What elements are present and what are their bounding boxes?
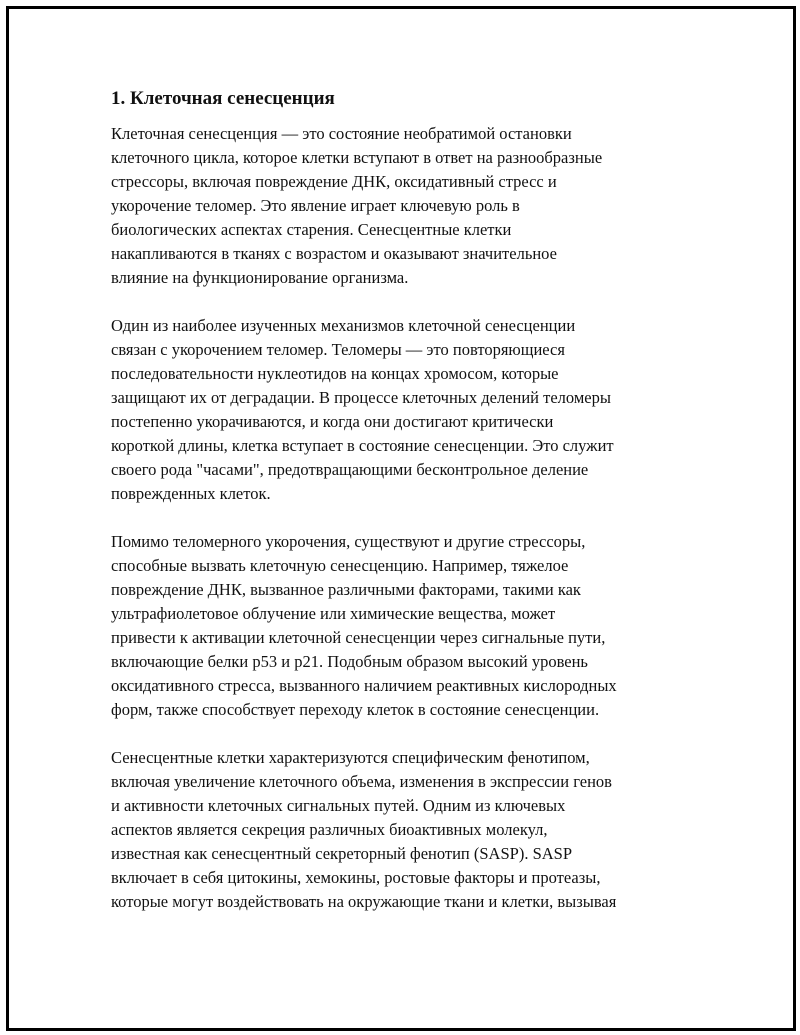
text-line: Клеточная сенесценция — это состояние необратимой остановки xyxy=(111,124,572,143)
document-content xyxy=(111,87,693,938)
text-line: форм, также способствует переходу клеток в состояние сенесценции. xyxy=(111,700,600,719)
text-line: оксидативного стресса, вызванного наличием реактивных кислородных xyxy=(111,676,617,695)
text-line: привести к активации клеточной сенесценции через сигнальные пути, xyxy=(111,628,606,647)
paragraph-1 xyxy=(111,122,693,290)
text-line: включает в себя цитокины, хемокины, ростовые факторы и протеазы, xyxy=(111,868,601,887)
section-heading: 1. Клеточная сенесценция xyxy=(111,88,335,109)
text-line: Помимо теломерного укорочения, существуют и другие стрессоры, xyxy=(111,532,586,551)
text-line: поврежденных клеток. xyxy=(111,484,271,503)
text-line: укорочение теломер. Это явление играет ключевую роль в xyxy=(111,196,520,215)
paragraph-4 xyxy=(111,746,693,914)
text-line: которые могут воздействовать на окружающие ткани и клетки, вызывая xyxy=(111,892,617,911)
text-line: аспектов является секреция различных биоактивных молекул, xyxy=(111,820,548,839)
text-line: стрессоры, включая повреждение ДНК, оксидативный стресс и xyxy=(111,172,557,191)
text-line: способные вызвать клеточную сенесценцию. Например, тяжелое xyxy=(111,556,569,575)
text-line: ультрафиолетовое облучение или химические вещества, может xyxy=(111,604,556,623)
text-line: повреждение ДНК, вызванное различными факторами, такими как xyxy=(111,580,581,599)
text-line: последовательности нуклеотидов на концах хромосом, которые xyxy=(111,364,559,383)
text-line: влияние на функционирование организма. xyxy=(111,268,409,287)
text-line: включая увеличение клеточного объема, изменения в экспрессии генов xyxy=(111,772,612,791)
text-line: постепенно укорачиваются, и когда они достигают критически xyxy=(111,412,554,431)
paragraph-2 xyxy=(111,314,693,506)
text-line: своего рода "часами", предотвращающими бесконтрольное деление xyxy=(111,460,589,479)
text-line: известная как сенесцентный секреторный фенотип (SASP). SASP xyxy=(111,844,573,863)
paragraph-3 xyxy=(111,530,693,722)
text-line: клеточного цикла, которое клетки вступают в ответ на разнообразные xyxy=(111,148,603,167)
text-line: короткой длины, клетка вступает в состояние сенесценции. Это служит xyxy=(111,436,614,455)
text-line: накапливаются в тканях с возрастом и оказывают значительное xyxy=(111,244,557,263)
text-line: связан с укорочением теломер. Теломеры — это повторяющиеся xyxy=(111,340,565,359)
text-line: Сенесцентные клетки характеризуются специфическим фенотипом, xyxy=(111,748,590,767)
text-line: защищают их от деградации. В процессе клеточных делений теломеры xyxy=(111,388,611,407)
text-line: включающие белки p53 и p21. Подобным образом высокий уровень xyxy=(111,652,588,671)
text-line: биологических аспектах старения. Сенесцентные клетки xyxy=(111,220,512,239)
text-line: и активности клеточных сигнальных путей. Одним из ключевых xyxy=(111,796,566,815)
text-line: Один из наиболее изученных механизмов клеточной сенесценции xyxy=(111,316,576,335)
